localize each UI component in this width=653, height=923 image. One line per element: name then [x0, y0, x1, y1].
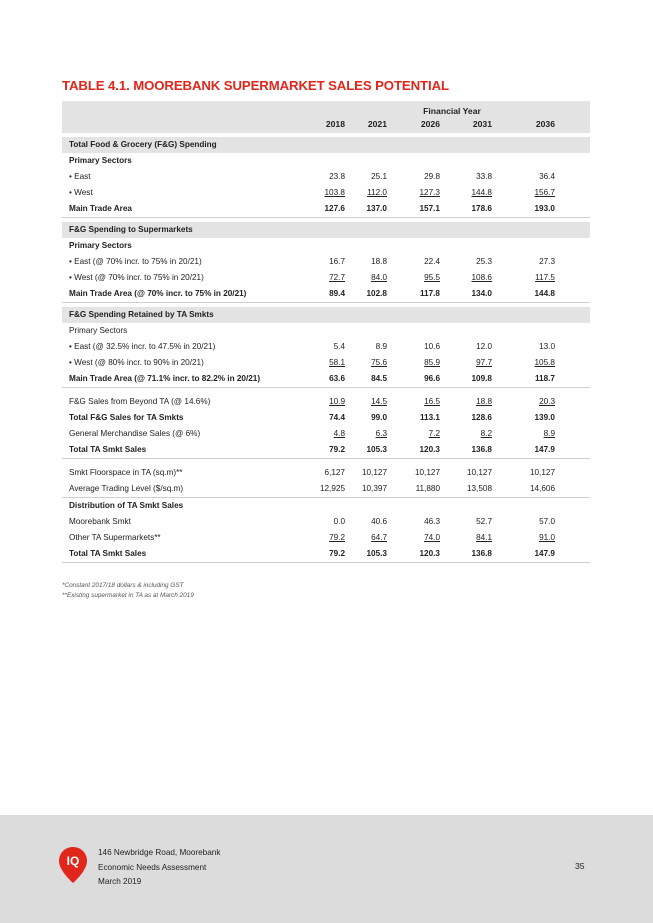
cell-value: 33.8 — [476, 172, 492, 181]
cell-value: 157.1 — [419, 204, 440, 213]
year-header: 2036 — [535, 119, 555, 129]
cell-value — [380, 429, 440, 438]
cell-value: 12.0 — [476, 342, 492, 351]
cell-value-text: 97.7 — [476, 358, 492, 367]
financial-year-label: Financial Year — [423, 106, 481, 116]
sales-table — [62, 101, 590, 563]
cell-value: 0.0 — [333, 517, 345, 526]
cell-value: 109.8 — [471, 374, 492, 383]
cell-value — [432, 273, 492, 282]
cell-value-text: 64.7 — [371, 533, 387, 542]
table-row — [62, 339, 590, 355]
year-header: 2031 — [472, 119, 492, 129]
cell-value: 18.8 — [371, 257, 387, 266]
table-row — [62, 169, 590, 185]
cell-value-text: 84.0 — [371, 273, 387, 282]
cell-value: 102.8 — [366, 289, 387, 298]
footer-date: March 2019 — [98, 877, 142, 886]
row-label: Average Trading Level ($/sq.m) — [69, 484, 184, 493]
year-header: 2018 — [325, 119, 345, 129]
cell-value — [495, 273, 555, 282]
cell-value: 137.0 — [366, 204, 387, 213]
cell-value: 127.6 — [324, 204, 345, 213]
cell-value: 29.8 — [424, 172, 440, 181]
cell-value: 99.0 — [371, 413, 387, 422]
row-label: Other TA Supermarkets** — [69, 533, 161, 542]
table-row — [62, 465, 590, 481]
cell-value-text: 18.8 — [476, 397, 492, 406]
table-row — [62, 238, 590, 254]
year-header: 2026 — [420, 119, 440, 129]
row-label: Primary Sectors — [69, 241, 132, 250]
cell-value-text: 6.3 — [375, 429, 387, 438]
cell-value — [495, 188, 555, 197]
table-row — [62, 254, 590, 270]
row-label: Primary Sectors — [69, 156, 132, 165]
row-label: • East (@ 32.5% incr. to 47.5% in 20/21) — [69, 342, 216, 351]
row-label: Main Trade Area (@ 71.1% incr. to 82.2% in 20/21) — [69, 374, 261, 383]
table-row — [62, 286, 590, 303]
cell-value-text: 103.8 — [324, 188, 345, 197]
table-row — [62, 371, 590, 388]
cell-value: 96.6 — [424, 374, 440, 383]
cell-value — [380, 397, 440, 406]
cell-value: 117.8 — [419, 289, 440, 298]
cell-value: 79.2 — [329, 445, 345, 454]
cell-value — [495, 429, 555, 438]
cell-value: 84.5 — [371, 374, 387, 383]
cell-value — [324, 188, 387, 197]
cell-value: 74.4 — [329, 413, 345, 422]
cell-value — [495, 358, 555, 367]
cell-value: 147.9 — [534, 445, 555, 454]
cell-value: 134.0 — [471, 289, 492, 298]
cell-value: 118.7 — [534, 374, 555, 383]
cell-value: 57.0 — [539, 517, 555, 526]
cell-value — [327, 273, 387, 282]
row-label: Total F&G Sales for TA Smkts — [69, 413, 184, 422]
cell-value-text: 14.5 — [371, 397, 387, 406]
cell-value: 16.7 — [329, 257, 345, 266]
cell-value: 36.4 — [539, 172, 555, 181]
note: *Constant 2017/18 dollars & including GST — [62, 582, 184, 589]
cell-value: 139.0 — [534, 413, 555, 422]
cell-value: 40.6 — [371, 517, 387, 526]
cell-value: 5.4 — [333, 342, 345, 351]
cell-value-text: 84.1 — [476, 533, 492, 542]
cell-value: 8.9 — [375, 342, 387, 351]
row-label: Total TA Smkt Sales — [69, 445, 147, 454]
table-row — [62, 185, 590, 201]
table-row — [62, 270, 590, 286]
row-label: • West (@ 80% incr. to 90% in 20/21) — [69, 358, 204, 367]
table-row — [62, 410, 590, 426]
cell-value: 105.3 — [366, 549, 387, 558]
cell-value: 136.8 — [471, 445, 492, 454]
cell-value: 12,925 — [319, 484, 345, 493]
cell-value-text: 10.9 — [329, 397, 345, 406]
cell-value-text: 16.5 — [424, 397, 440, 406]
table-row — [62, 323, 590, 339]
cell-value-text: 85.9 — [424, 358, 440, 367]
cell-value-text: 144.8 — [471, 188, 492, 197]
footer-report-name: Economic Needs Assessment — [98, 862, 207, 872]
cell-value: 147.9 — [534, 549, 555, 558]
cell-value — [432, 397, 492, 406]
table-body — [62, 137, 590, 563]
row-label: Smkt Floorspace in TA (sq.m)** — [69, 468, 183, 477]
cell-value — [327, 358, 387, 367]
cell-value: 10,397 — [361, 484, 387, 493]
cell-value-text: 74.0 — [424, 533, 440, 542]
table-row — [62, 498, 590, 514]
cell-value: 25.3 — [476, 257, 492, 266]
table-row — [62, 530, 590, 546]
cell-value: 113.1 — [419, 413, 440, 422]
cell-value: 11,880 — [415, 484, 440, 493]
cell-value-text: 8.9 — [543, 429, 555, 438]
cell-value-text: 20.3 — [539, 397, 555, 406]
cell-value — [380, 273, 440, 282]
row-label: • West (@ 70% incr. to 75% in 20/21) — [69, 273, 204, 282]
table-row — [62, 153, 590, 169]
note: **Existing supermarket in TA as at March 2019 — [62, 592, 194, 599]
cell-value: 27.3 — [539, 257, 555, 266]
cell-value — [327, 397, 387, 406]
row-label: Moorebank Smkt — [69, 517, 131, 526]
cell-value-text: 58.1 — [329, 358, 345, 367]
cell-value-text: 79.2 — [329, 533, 345, 542]
cell-value-text: 127.3 — [419, 188, 440, 197]
cell-value-text: 75.6 — [371, 358, 387, 367]
cell-value: 13,508 — [466, 484, 492, 493]
cell-value-text: 8.2 — [480, 429, 492, 438]
year-header: 2021 — [367, 119, 387, 129]
cell-value-text: 108.6 — [471, 273, 492, 282]
cell-value-text: 117.5 — [535, 273, 555, 282]
cell-value-text: 4.8 — [333, 429, 345, 438]
cell-value — [432, 533, 492, 542]
table-row — [62, 201, 590, 218]
page-number: 35 — [575, 861, 585, 871]
cell-value: 63.6 — [329, 374, 345, 383]
cell-value: 10,127 — [361, 468, 387, 477]
row-label: Main Trade Area (@ 70% incr. to 75% in 20/21) — [69, 289, 247, 298]
row-label: F&G Spending Retained by TA Smkts — [69, 310, 214, 319]
cell-value-text: 72.7 — [329, 273, 345, 282]
row-label: Total Food & Grocery (F&G) Spending — [69, 140, 217, 149]
row-label: Main Trade Area — [69, 204, 132, 213]
cell-value — [432, 358, 492, 367]
cell-value: 178.6 — [471, 204, 492, 213]
cell-value: 13.0 — [539, 342, 555, 351]
row-label: • West — [69, 188, 93, 197]
section-header-row — [62, 222, 590, 238]
cell-value-text: 91.0 — [539, 533, 555, 542]
iq-logo — [58, 846, 88, 889]
cell-value: 23.8 — [329, 172, 345, 181]
cell-value: 25.1 — [371, 172, 387, 181]
cell-value-text: 7.2 — [428, 429, 440, 438]
table-title: TABLE 4.1. MOOREBANK SUPERMARKET SALES POTENTIAL — [62, 78, 449, 93]
row-label: F&G Sales from Beyond TA (@ 14.6%) — [69, 397, 211, 406]
cell-value: 136.8 — [471, 549, 492, 558]
cell-value: 10,127 — [414, 468, 440, 477]
row-label: • East — [69, 172, 91, 181]
cell-value-text: 112.0 — [367, 188, 387, 197]
footer-text — [98, 846, 220, 890]
cell-value: 128.6 — [471, 413, 492, 422]
cell-value: 120.3 — [419, 549, 440, 558]
cell-value: 79.2 — [329, 549, 345, 558]
row-label: Distribution of TA Smkt Sales — [69, 501, 184, 510]
cell-value — [432, 429, 492, 438]
cell-value: 10,127 — [466, 468, 492, 477]
table-row — [62, 442, 590, 459]
cell-value: 10.6 — [424, 342, 440, 351]
cell-value — [495, 397, 555, 406]
section-header-row — [62, 137, 590, 153]
cell-value: 46.3 — [424, 517, 440, 526]
row-label: General Merchandise Sales (@ 6%) — [69, 429, 201, 438]
cell-value: 10,127 — [529, 468, 555, 477]
cell-value: 105.3 — [366, 445, 387, 454]
logo-text: IQ — [66, 854, 80, 868]
cell-value: 193.0 — [534, 204, 555, 213]
row-label: Primary Sectors — [69, 326, 128, 335]
cell-value — [380, 533, 440, 542]
table-row — [62, 426, 590, 442]
cell-value: 52.7 — [476, 517, 492, 526]
cell-value — [327, 429, 387, 438]
cell-value: 22.4 — [424, 257, 440, 266]
table-row — [62, 514, 590, 530]
row-label: F&G Spending to Supermarkets — [69, 225, 193, 234]
section-header-row — [62, 307, 590, 323]
cell-value: 6,127 — [324, 468, 345, 477]
table-row — [62, 481, 590, 498]
table-header — [62, 101, 590, 133]
cell-value — [380, 188, 440, 197]
cell-value — [327, 533, 387, 542]
table-row — [62, 546, 590, 563]
cell-value-text: 95.5 — [424, 273, 440, 282]
cell-value — [432, 188, 492, 197]
cell-value: 89.4 — [329, 289, 345, 298]
footer-address: 146 Newbridge Road, Moorebank — [98, 848, 221, 857]
iq-logo-icon — [58, 846, 88, 884]
cell-value: 144.8 — [534, 289, 555, 298]
cell-value: 120.3 — [419, 445, 440, 454]
cell-value-text: 105.8 — [534, 358, 555, 367]
cell-value — [495, 533, 555, 542]
cell-value-text: 156.7 — [534, 188, 555, 197]
cell-value — [380, 358, 440, 367]
row-label: Total TA Smkt Sales — [69, 549, 147, 558]
cell-value: 14,606 — [529, 484, 555, 493]
table-row — [62, 394, 590, 410]
table-notes — [62, 581, 194, 601]
row-label: • East (@ 70% incr. to 75% in 20/21) — [69, 257, 202, 266]
table-row — [62, 355, 590, 371]
